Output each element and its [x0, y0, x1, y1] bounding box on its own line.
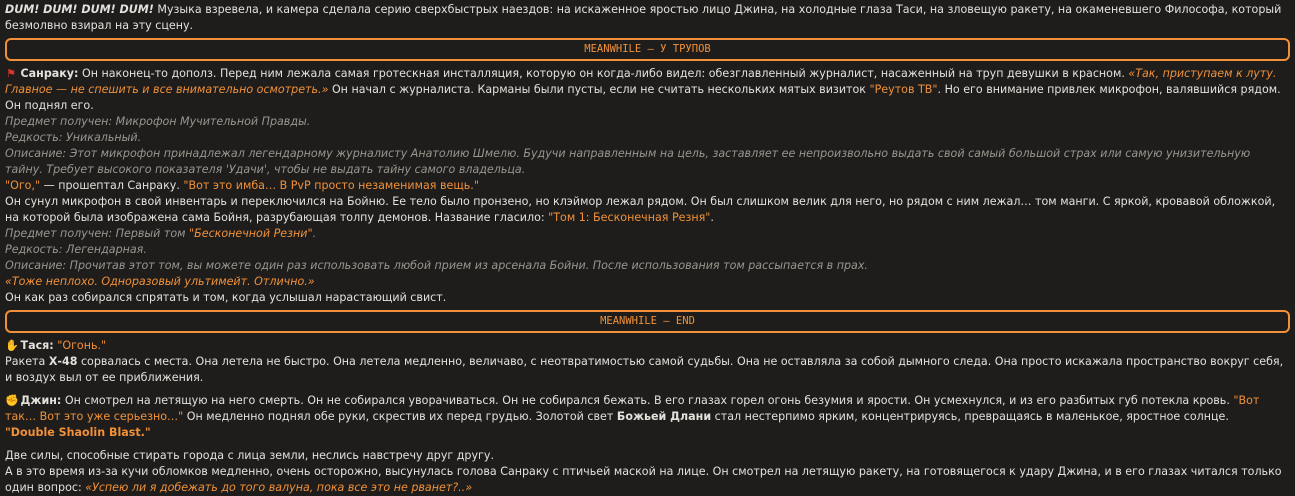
meanwhile-banner: MEANWHILE – У ТРУПОВ: [5, 38, 1290, 61]
item-description: Описание: Этот микрофон принадлежал легендарному журналисту Анатолию Шмелю. Будучи направленным на цель, заставляет ее непроизвольно выдать свой самый большой страх или самую унизительную тайну. Требует высокого показателя 'Удачи', чтобы не выдать тайну самого владельца.: [5, 147, 1251, 176]
fist-icon: ✊: [5, 394, 19, 407]
quote-text: "Том 1: Бесконечная Резня": [548, 211, 711, 224]
quote-text: "Реутов ТВ": [869, 83, 938, 96]
narration-text: стал нестерпимо ярким, концентрируясь, превращаясь в маленькое, яростное солнце.: [711, 410, 1229, 423]
narration-text: — прошептал Санраку.: [40, 179, 184, 192]
speaker-name: Санраку:: [20, 67, 79, 80]
speaker-name: Тася:: [20, 339, 54, 352]
narration-text: Ракета: [5, 355, 49, 368]
thought-quote: «Успею ли я добежать до того валуна, пока все это не рванет?..»: [85, 481, 473, 494]
intro-text: Музыка взревела, и камера сделала серию сверхбыстрых наездов: на искаженное яростью лицо Джина, на холодные глаза Таси, на зловещую ракету, на окаменевшего Философа, который безмолвно взирал на эту сцену.: [5, 3, 1282, 32]
narration-text: Он медленно поднял обе руки, скрестив их перед грудью. Золотой свет: [183, 410, 617, 423]
skill-quote: "Double Shaolin Blast.": [5, 426, 151, 439]
thought-paragraph: «Тоже неплохо. Одноразовый ультимейт. Отлично.»: [5, 275, 315, 288]
quote-text: "Вот это имба… В PvP просто незаменимая вещь.": [183, 179, 479, 192]
quote-text: "Вот так… Вот это уже серьезно…": [5, 394, 1260, 423]
tasya-paragraph: [5, 338, 1290, 354]
item-rarity: Редкость: Легендарная.: [5, 243, 147, 256]
narration-paragraph: [5, 194, 1290, 226]
narration-paragraph: Он как раз собирался спрятать и том, когда услышал нарастающий свист.: [5, 291, 447, 304]
narration-paragraph: [5, 354, 1290, 386]
item-name: "Бесконечной Резни": [189, 227, 313, 240]
item-label: .: [312, 227, 317, 240]
narration-text: Он начал с журналиста. Карманы были пусты, если не считать нескольких мятых визиток: [328, 83, 870, 96]
waving-hand-icon: ✋: [5, 339, 19, 352]
item-label: Предмет получен: Первый том: [5, 227, 190, 240]
narration-text: Он наконец-то дополз. Перед ним лежала самая гротескная инсталляция, которую он когда-либо видел: обезглавленный журналист, насаженный на труп девушки в красном.: [78, 67, 1129, 80]
intro-paragraph: [5, 2, 1290, 34]
narration-paragraph: Две силы, способные стирать города с лица земли, неслись навстречу друг другу.: [5, 449, 494, 462]
jin-paragraph: [5, 393, 1290, 441]
quote-text: "Ого,": [5, 179, 41, 192]
narration-text: . Но его внимание привлек микрофон, валявшийся рядом. Он поднял его.: [5, 83, 1281, 112]
thought-quote: «Так, приступаем к луту. Главное — не спешить и все внимательно осмотреть.»: [5, 67, 1277, 96]
quote-text: "Огонь.": [53, 339, 107, 352]
narration-text: А в это время из-за кучи обломков медленно, очень осторожно, высунулась голова Санраку с птичьей маской на лице. Он смотрел на летящую ракету, на готовящегося к удару Джина, и в его глазах читался только один вопрос:: [5, 465, 1282, 494]
narration-paragraph: [5, 464, 1290, 496]
meanwhile-end-banner: MEANWHILE – END: [5, 310, 1290, 333]
bold-term: Божьей Длани: [616, 410, 712, 423]
flag-icon: ⚑: [6, 67, 16, 80]
bold-term: Х-48: [48, 355, 78, 368]
narration-text: сорвалась с места. Она летела не быстро. Она летела медленно, величаво, с неотвратимостью самой судьбы. Она не оставляла за собой дымного следа. Она просто искажала пространство вокруг себя, и воздух выл от ее приближения.: [5, 355, 1284, 384]
sanraku-paragraph: [5, 66, 1290, 114]
item-rarity: Редкость: Уникальный.: [5, 131, 142, 144]
dum-text: DUM! DUM! DUM! DUM!: [5, 3, 154, 16]
item-received: Предмет получен: Микрофон Мучительной Правды.: [5, 115, 311, 128]
item-received: [5, 226, 1290, 242]
item-description: Описание: Прочитав этот том, вы можете один раз использовать любой прием из арсенала Бойни. После использования том рассыпается в прах.: [5, 259, 868, 272]
narration-text: Он сунул микрофон в свой инвентарь и переключился на Бойню. Ее тело было пронзено, но клэймор лежал рядом. Он был слишком велик для него, но рядом с ним лежал… том манги. С яркой, кровавой обложкой, на которой была изображена сама Бойня, разрубающая толпу демонов. Название гласило:: [5, 195, 1276, 224]
narration-text: Он смотрел на летящую на него смерть. Он не собирался уворачиваться. Он не собирался бежать. В его глазах горел огонь безумия и ярости. Он усмехнулся, и из его разбитых губ потекла кровь.: [61, 394, 1234, 407]
dialogue-paragraph: [5, 178, 1290, 194]
speaker-name: Джин:: [20, 394, 62, 407]
narration-text: .: [710, 211, 714, 224]
